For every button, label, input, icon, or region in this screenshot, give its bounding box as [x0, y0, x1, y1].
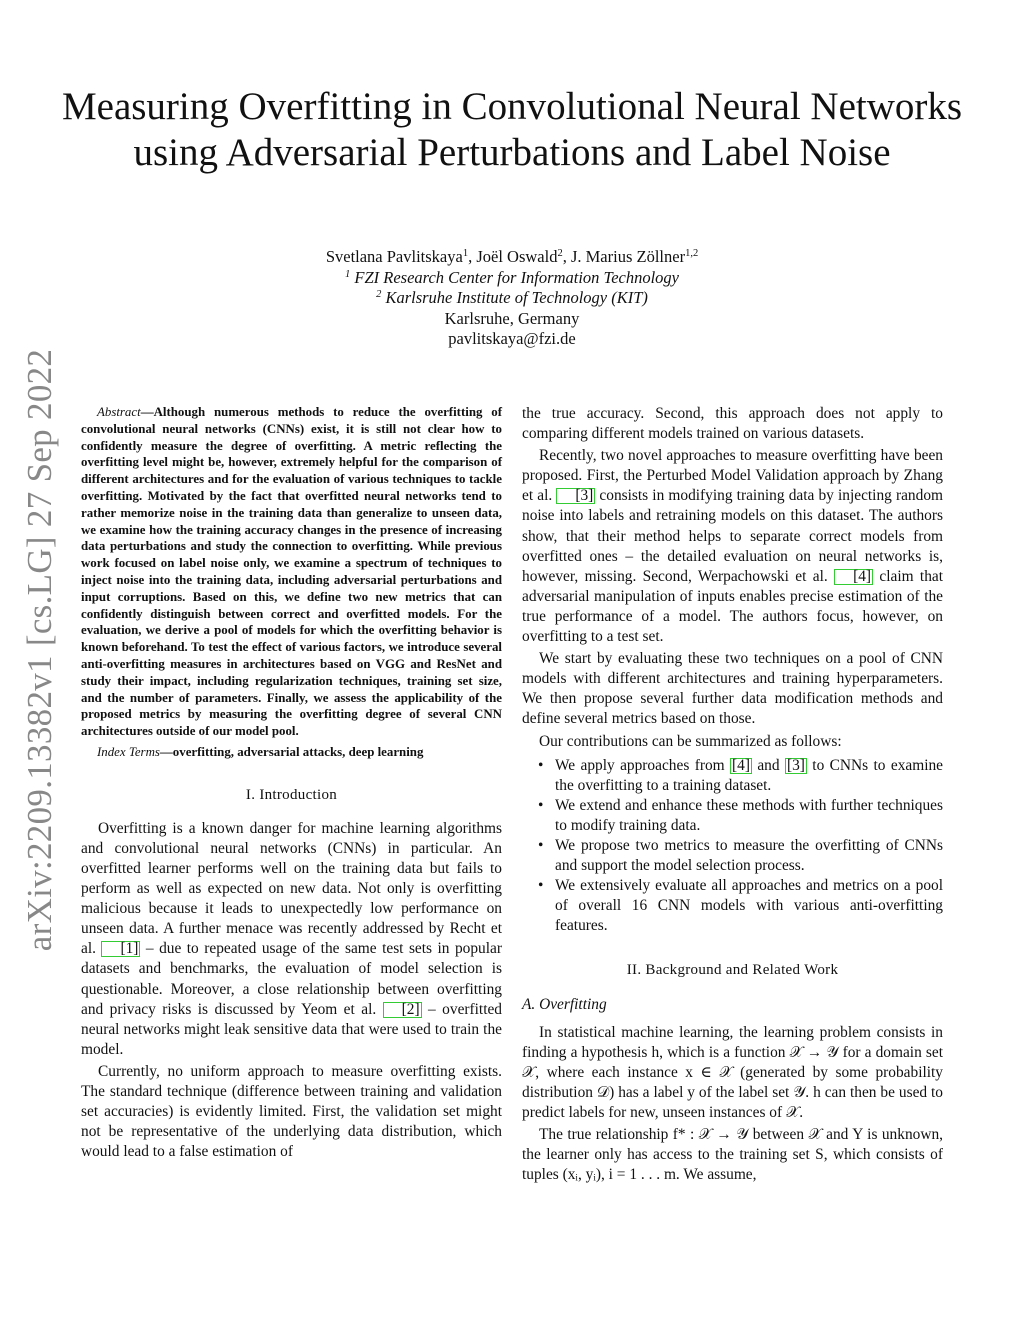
arxiv-identifier-margin [10, 348, 70, 952]
abstract [81, 404, 502, 740]
abstract-label: Abstract [97, 405, 141, 419]
author-3-affiliation: 1,2 [685, 248, 699, 259]
background-paragraph-2: The true relationship f* : 𝒳 → 𝒴 between 𝒳 and Y is unknown, the learner only has access to the training set S, which consists of tuples (xᵢ, yᵢ), i = 1 . . . m. We assume, [522, 1126, 943, 1184]
author-1: Svetlana Pavlitskaya [325, 247, 463, 266]
list-item: • We apply approaches from [4] and [3] to CNNs to examine the overfitting to a training dataset. [538, 756, 943, 794]
index-terms-label: Index Terms [97, 744, 160, 759]
author-block [200, 247, 824, 350]
email: pavlitskaya@fzi.de [448, 329, 576, 348]
intro-paragraph-3: Recently, two novel approaches to measure overfitting have been proposed. First, the Perturbed Model Validation approach by Zhang et al. [3] consists in modifying training data by injecting random noise into labels and retraining models on this dataset. The authors show, that their method helps to separate correct models from overfitted ones – the detailed evaluation on neural networks is, however, missing. Second, Werpachowski et al. [4] claim that adversarial manipulation of inputs enables precise estimation of the true performance of a model. The authors focus, however, on overfitting to a test set. [522, 447, 943, 646]
section-heading-introduction: I. Introduction [245, 786, 338, 803]
author-2-affiliation: 2 [557, 248, 563, 259]
citation-link[interactable]: [4] [834, 569, 873, 585]
list-item: • We propose two metrics to measure the overfitting of CNNs and support the model selection process. [538, 836, 943, 875]
citation-link[interactable]: [1] [101, 941, 140, 957]
author-1-affiliation: 1 [462, 248, 469, 259]
abstract-text: —Although numerous methods to reduce the overfitting of convolutional neural networks (CNNs) exist, it is still not clear how to confidently measure the degree of overfitting. A metric reflecting the overfitting level might be, however, extremely helpful for the comparison of different architectures and for the evaluation of various techniques to tackle overfitting. Motivated by the fact that overfitted neural networks tend to rather memorize noise in the training data than generalize to unseen data, we examine how the training accuracy changes in the presence of increasing data perturbations and study the connection to overfitting. While previous work focused on label noise only, we examine a spectrum of techniques to inject noise into the training data, including adversarial perturbations and input corruptions. Based on this, we define two new metrics that can confidently distinguish between correct and overfitted models. For the evaluation, we derive a pool of models for which the overfitting behavior is known beforehand. To test the effect of various factors, we introduce several anti-overfitting measures in architectures based on VGG and ResNet and study their impact, including regularization techniques, training set size, and the number of parameters. Finally, we assess the applicability of the proposed metrics by measuring the overfitting degree of several CNN architectures outside of our model pool. [81, 405, 502, 739]
affiliation-2: $^2$ Karlsruhe Institute of Technology (KIT) [376, 288, 648, 307]
background-paragraph-1: In statistical machine learning, the learning problem consists in finding a hypothesis h, which is a function 𝒳 → 𝒴 for a domain set 𝒳, where each instance x ∈ 𝒳 (generated by some probability distribution 𝒟) has a label y of the label set 𝒴. h can then be used to predict labels for new, unseen instances of 𝒳. [522, 1023, 943, 1121]
section-heading-background: II. Background and Related Work [626, 962, 839, 979]
citation-link[interactable]: [3] [556, 488, 595, 504]
arxiv-identifier: arXiv:2209.13382v1 [cs.LG] 27 Sep 2022 [20, 348, 59, 952]
list-item: • We extensively evaluate all approaches and metrics on a pool of overall 16 CNN models with various anti-overfitting features. [538, 877, 943, 935]
citation-link[interactable]: [2] [383, 1002, 422, 1018]
intro-paragraph-2: Currently, no uniform approach to measure overfitting exists. The standard technique (difference between training and validation set accuracies) is evidently limited. First, the validation set might not be representative of the underlying data distribution, which would lead to a false estimation of [81, 1062, 502, 1161]
list-item: • We extend and enhance these methods with further techniques to modify training data. [538, 796, 943, 834]
location: Karlsruhe, Germany [444, 308, 580, 328]
intro-paragraph-1: Overfitting is a known danger for machine learning algorithms and convolutional neural networks (CNNs) in particular. An overfitted learner performs well on the training data but fails to perform as well as expected on new data. Not only is overfitting malicious because it leads to unexpectedly low performance on unseen data. A further menace was recently addressed by Recht et al. [1] – due to repeated usage of the same test sets in popular datasets and benchmarks, the evaluation of model selection is questionable. Moreover, a close relationship between overfitting and privacy risks is discussed by Yeom et al. [2] – overfitted neural networks might leak sensitive data that were used to train the model. [81, 819, 502, 1058]
author-3: J. Marius Zöllner [570, 247, 686, 266]
bullet-icon: • [538, 796, 544, 814]
index-terms-text: —overfitting, adversarial attacks, deep learning [159, 744, 424, 759]
right-column [522, 404, 943, 1187]
bullet-icon: • [538, 756, 544, 774]
intro-paragraph-5: Our contributions can be summarized as follows: [539, 732, 842, 750]
citation-link[interactable]: [3] [786, 756, 805, 774]
subsection-heading-overfitting: A. Overfitting [522, 995, 607, 1013]
paper-title: Measuring Overfitting in Convolutional Neural Networks using Adversarial Perturbations and Label Noise [61, 85, 963, 174]
bullet-icon: • [538, 877, 544, 895]
bullet-icon: • [538, 836, 544, 854]
contributions-list [522, 756, 943, 937]
intro-paragraph-2-continued: the true accuracy. Second, this approach does not apply to comparing different models trained on various datasets. [522, 405, 943, 443]
citation-link[interactable]: [4] [732, 756, 750, 774]
affiliation-1: $^1$ FZI Research Center for Information Technology [345, 267, 679, 287]
index-terms [81, 744, 502, 761]
author-2: Joël Oswald [476, 247, 558, 266]
intro-paragraph-4: We start by evaluating these two techniques on a pool of CNN models with different architectures and training hyperparameters. We then propose several further data modification methods and define several metrics based on those. [522, 650, 943, 728]
left-column [81, 404, 502, 1164]
author-names: Svetlana Pavlitskaya$^1$, Joël Oswald$^2$, J. Marius Zöllner$^{1,2}$ [325, 247, 699, 266]
